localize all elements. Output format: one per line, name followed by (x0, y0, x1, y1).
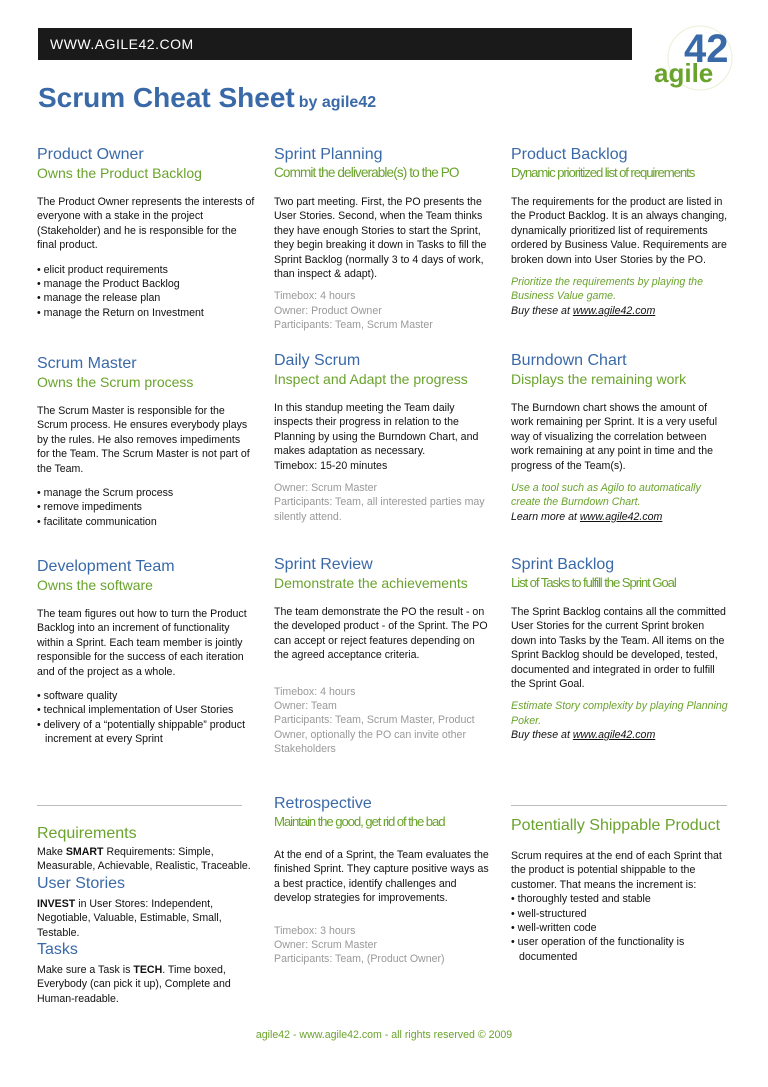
section-note: Use a tool such as Agilo to automatically create the Burndown Chart. (511, 482, 701, 509)
section-retrospective (274, 794, 492, 967)
section-title: Burndown Chart (511, 352, 627, 369)
page-title: Scrum Cheat Sheet by agile42 (38, 82, 377, 113)
section-divider (511, 805, 727, 806)
owner: Owner: Product Owner (274, 304, 382, 317)
tasks-text: Make sure a Task is TECH. Time boxed, Everybody (can pick it up), Complete and Human-readable. (37, 964, 231, 1005)
section-title: Product Owner (37, 146, 144, 163)
section-title: Scrum Master (37, 355, 137, 372)
participants: Participants: Team, Scrum Master, Product Owner, optionally the PO can invite other Stakeholders (274, 714, 475, 756)
section-subtitle: Maintain the good, get rid of the bad (274, 814, 445, 829)
section-body: In this standup meeting the Team daily inspects their progress in relation to the Planning by using the Burndown Chart, and makes adaptation as necessary. (274, 402, 479, 458)
participants: Participants: Team, all interested parties may silently attend. (274, 496, 485, 523)
section-body: The team figures out how to turn the Product Backlog into an increment of functionality within a Sprint. Each team member is jointly responsible for the success of each iteration and of the project as a whole. (37, 608, 247, 678)
section-subtitle: Owns the Product Backlog (37, 165, 202, 181)
title-byline: by agile42 (298, 94, 377, 111)
section-note: Prioritize the requirements by playing the Business Value game. (511, 276, 703, 303)
participants: Participants: Team, Scrum Master (274, 319, 433, 332)
section-subtitle: List of Tasks to fulfill the Sprint Goal (511, 575, 676, 590)
list-item: • facilitate communication (37, 515, 255, 529)
buy-line: Buy these at www.agile42.com (511, 729, 656, 742)
site-url: WWW.AGILE42.COM (50, 36, 194, 52)
participants: Participants: Team, (Product Owner) (274, 953, 445, 966)
svg-text:42: 42 (684, 27, 729, 71)
section-development-team (37, 557, 255, 747)
list-item: • manage the Scrum process (37, 486, 255, 500)
section-scrum-master (37, 354, 255, 529)
section-title: Requirements (37, 825, 137, 842)
section-body: The Sprint Backlog contains all the committed User Stories for the current Sprint broken down into Tasks by the Team. All items on the Sprint Backlog should be developed, tested, documented and integrated in order to fulfill the Sprint Goal. (511, 606, 726, 691)
section-product-owner (37, 145, 255, 320)
section-body: The team demonstrate the PO the result - on the developed product - of the Sprint. The PO can accept or reject features depending on the agreed acceptance criteria. (274, 606, 488, 662)
section-body: Scrum requires at the end of each Sprint that the product is potential shippable to the customer. That means the increment is: (511, 850, 722, 891)
section-title: Product Backlog (511, 146, 628, 163)
section-title: Potentially Shippable Product (511, 817, 721, 834)
section-burndown-chart (511, 351, 729, 524)
section-product-backlog (511, 145, 729, 318)
section-bullets (37, 486, 255, 529)
owner: Owner: Scrum Master (274, 482, 378, 495)
requirements-text: Make SMART Requirements: Simple, Measurable, Achievable, Realistic, Traceable. (37, 846, 251, 873)
list-item: • manage the Product Backlog (37, 277, 255, 291)
list-item: • elicit product requirements (37, 263, 255, 277)
list-item: • software quality (37, 689, 255, 703)
section-title: Sprint Planning (274, 146, 383, 163)
section-body: The Burndown chart shows the amount of work remaining per Sprint. It is a very useful way of visualizing the correlation between work remaining at any point in time and the progress of the Team(s). (511, 402, 718, 472)
section-subtitle: Owns the Scrum process (37, 374, 194, 390)
section-subtitle: Displays the remaining work (511, 371, 687, 387)
list-item: • well-structured (511, 907, 729, 921)
section-body: The Product Owner represents the interests of everyone with a stake in the project (Stakeholder) and he is responsible for the final product. (37, 196, 255, 252)
list-item: • user operation of the functionality is documented (511, 935, 729, 964)
list-item: • manage the release plan (37, 291, 255, 305)
section-body: The Scrum Master is responsible for the Scrum process. He ensures everybody plays by the rules. He also removes impediments for the Team. The Scrum Master is not part of the Team. (37, 405, 250, 475)
timebox: Timebox: 4 hours (274, 685, 356, 698)
section-bullets (37, 689, 255, 747)
section-sprint-planning (274, 145, 492, 333)
timebox: Timebox: 3 hours (274, 924, 356, 937)
url-bar (38, 28, 632, 60)
section-title: Daily Scrum (274, 352, 361, 369)
buy-line: Buy these at www.agile42.com (511, 304, 656, 317)
agile42-link[interactable]: www.agile42.com (572, 729, 656, 742)
section-bullets (37, 263, 255, 321)
list-item: • remove impediments (37, 500, 255, 514)
tasks-title: Tasks (37, 941, 78, 959)
section-title: Sprint Backlog (511, 556, 615, 573)
agile42-link[interactable]: www.agile42.com (579, 510, 663, 523)
section-daily-scrum (274, 351, 492, 524)
section-body: Two part meeting. First, the PO presents the User Stories. Second, when the Team thinks they have enough Stories to start the Sprint, they begin breaking it down in Tasks to fill the Sprint Backlog (normally 3 to 4 days of work, than inspect & adapt). (274, 196, 487, 281)
list-item: • well-written code (511, 921, 729, 935)
section-subtitle: Owns the software (37, 577, 153, 593)
section-note: Estimate Story complexity by playing Planning Poker. (511, 700, 728, 727)
timebox: Timebox: 4 hours (274, 290, 356, 303)
section-requirements (37, 805, 255, 1006)
user-stories-title: User Stories (37, 874, 126, 892)
user-stories-text: INVEST in User Stores: Independent, Negotiable, Valuable, Estimable, Small, Testable. (37, 897, 222, 939)
section-title: Sprint Review (274, 556, 373, 573)
section-divider (37, 805, 242, 806)
section-sprint-review (274, 555, 492, 757)
owner: Owner: Team (274, 700, 337, 713)
section-subtitle: Inspect and Adapt the progress (274, 371, 468, 387)
svg-text:agile: agile (654, 58, 714, 88)
footer-copyright: agile42 - www.agile42.com - all rights reserved © 2009 (255, 1029, 513, 1041)
section-body: At the end of a Sprint, the Team evaluates the finished Sprint. They capture positive ways as a best practice, identify challenges and develop strategies for improvements. (274, 849, 489, 905)
section-shippable-product (511, 805, 729, 964)
section-bullets (511, 892, 729, 964)
list-item: • delivery of a “potentially shippable” product increment at every Sprint (37, 718, 255, 747)
owner: Owner: Scrum Master (274, 939, 378, 952)
section-subtitle: Demonstrate the achievements (274, 575, 468, 591)
section-sprint-backlog (511, 555, 729, 743)
section-body: The requirements for the product are listed in the Product Backlog. It is an always changing, dynamically prioritized list of requirements ordered by Business Value. Requirements are broken down into User Stories by the PO. (511, 196, 728, 266)
list-item: • technical implementation of User Stories (37, 703, 255, 717)
list-item: • manage the Return on Investment (37, 306, 255, 320)
agile42-logo (644, 18, 734, 94)
section-title: Development Team (37, 558, 175, 575)
section-title: Retrospective (274, 795, 372, 812)
list-item: • thoroughly tested and stable (511, 892, 729, 906)
timebox: Timebox: 15-20 minutes (274, 459, 388, 472)
section-subtitle: Commit the deliverable(s) to the PO (274, 165, 459, 180)
learn-line: Learn more at www.agile42.com (511, 510, 663, 523)
section-subtitle: Dynamic prioritized list of requirements (511, 165, 695, 180)
agile42-link[interactable]: www.agile42.com (572, 304, 656, 317)
